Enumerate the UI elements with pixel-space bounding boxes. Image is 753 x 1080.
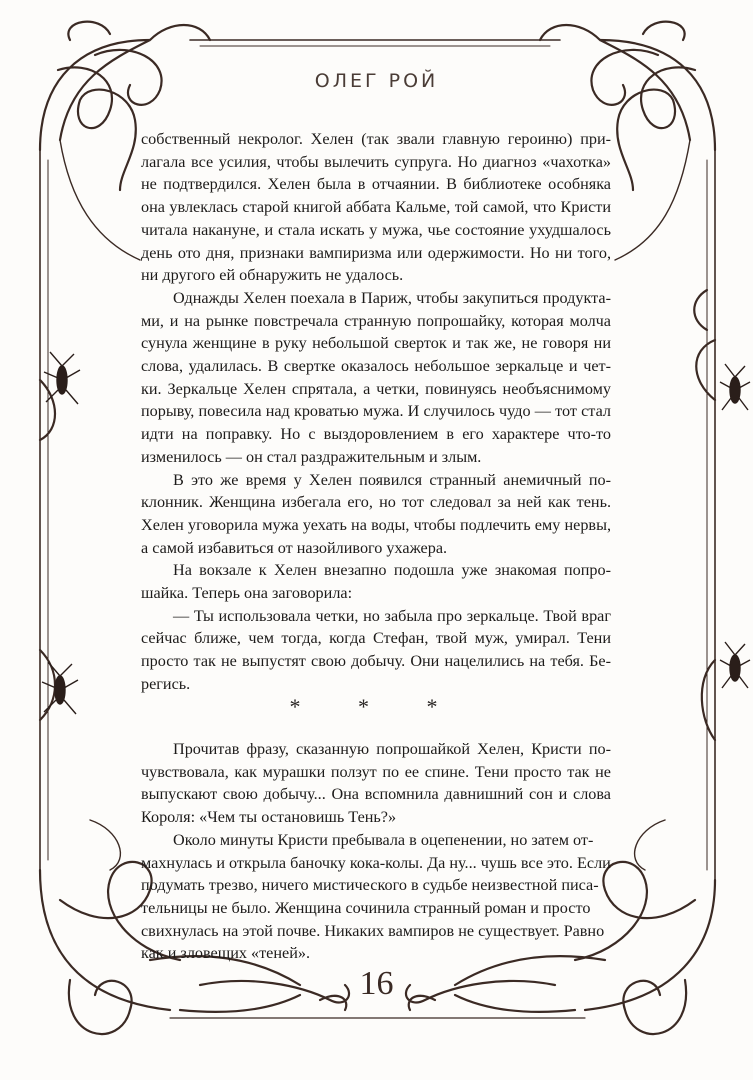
- main-text-bottom: [141, 738, 611, 965]
- insect-icon: [720, 364, 750, 410]
- insect-icon: [44, 352, 80, 404]
- main-text-top: [141, 128, 611, 696]
- paragraph: В это же время у Хелен появился странный анемичный по-клонник. Женщина избегала его, но тот следовал за ней как тень. Хелен уговорила мужа уехать на воды, чтобы подлечить ему нервы, а самой избавиться от назойливого ухажера.: [141, 470, 611, 557]
- paragraph: — Ты использовала четки, но забыла про зеркальце. Твой враг сейчас ближе, чем тогда, когда Стефан, твой муж, умирал. Тени просто так не выпустят свою добычу. Они нацелились на тебя. Бе-регись.: [141, 606, 611, 693]
- section-separator: * * *: [289, 694, 464, 719]
- paragraph: Прочитав фразу, сказанную попрошайкой Хелен, Кристи по-чувствовала, как мурашки ползут по ее спине. Тени просто так не выпускают свою добычу... Она вспомнила давнишний сон и слова Короля: «Чем ты остановишь Тень?»: [141, 740, 611, 827]
- insect-icon: [720, 642, 750, 688]
- paragraph: На вокзале к Хелен внезапно подошла уже знакомая попро-шайка. Теперь она заговорила:: [141, 561, 611, 603]
- running-header-author: ОЛЕГ РОЙ: [314, 70, 439, 92]
- paragraph: собственный некролог. Хелен (так звали главную героиню) при-лагала все усилия, чтобы вылечить супруга. Но диагноз «чахотка» не подтвердился. Хелен была в отчаянии. В библиотеке особняка она увлеклась старой книгой аббата Кальме, той самой, что Кристи читала накануне, и стала искать у мужа, чье состояние ухудшалось день ото дня, признаки вампиризма или одержимости. Но ни того, ни другого ей обнаружить не удалось.: [141, 130, 611, 285]
- paragraph: Однажды Хелен поехала в Париж, чтобы закупиться продукта-ми, и на рынке повстречала странную попрошайку, которая молча сунула женщине в руку небольшой сверток и так же, не говоря ни слова, удалилась. В свертке оказалось небольшое зеркальце и чет-ки. Зеркальце Хелен спрятала, а четки, повинуясь необъяснимому порыву, повесила над кроватью мужа. И случилось чудо — тот стал идти на поправку. Но с выздоровлением в его характере что-то изменилось — он стал раздражительным и злым.: [141, 288, 611, 466]
- page-number: 16: [359, 965, 394, 1002]
- paragraph: Около минуты Кристи пребывала в оцепенении, но затем от-махнулась и открыла баночку кока-колы. Да ну... чушь все это. Если подумать трезво, ничего мистического в судьбе неизвестной писа-тельницы не было. Женщина сочинила странный роман и просто свихнулась на этой почве. Никаких вампиров не существует. Равно как и зловещих «теней».: [141, 830, 611, 963]
